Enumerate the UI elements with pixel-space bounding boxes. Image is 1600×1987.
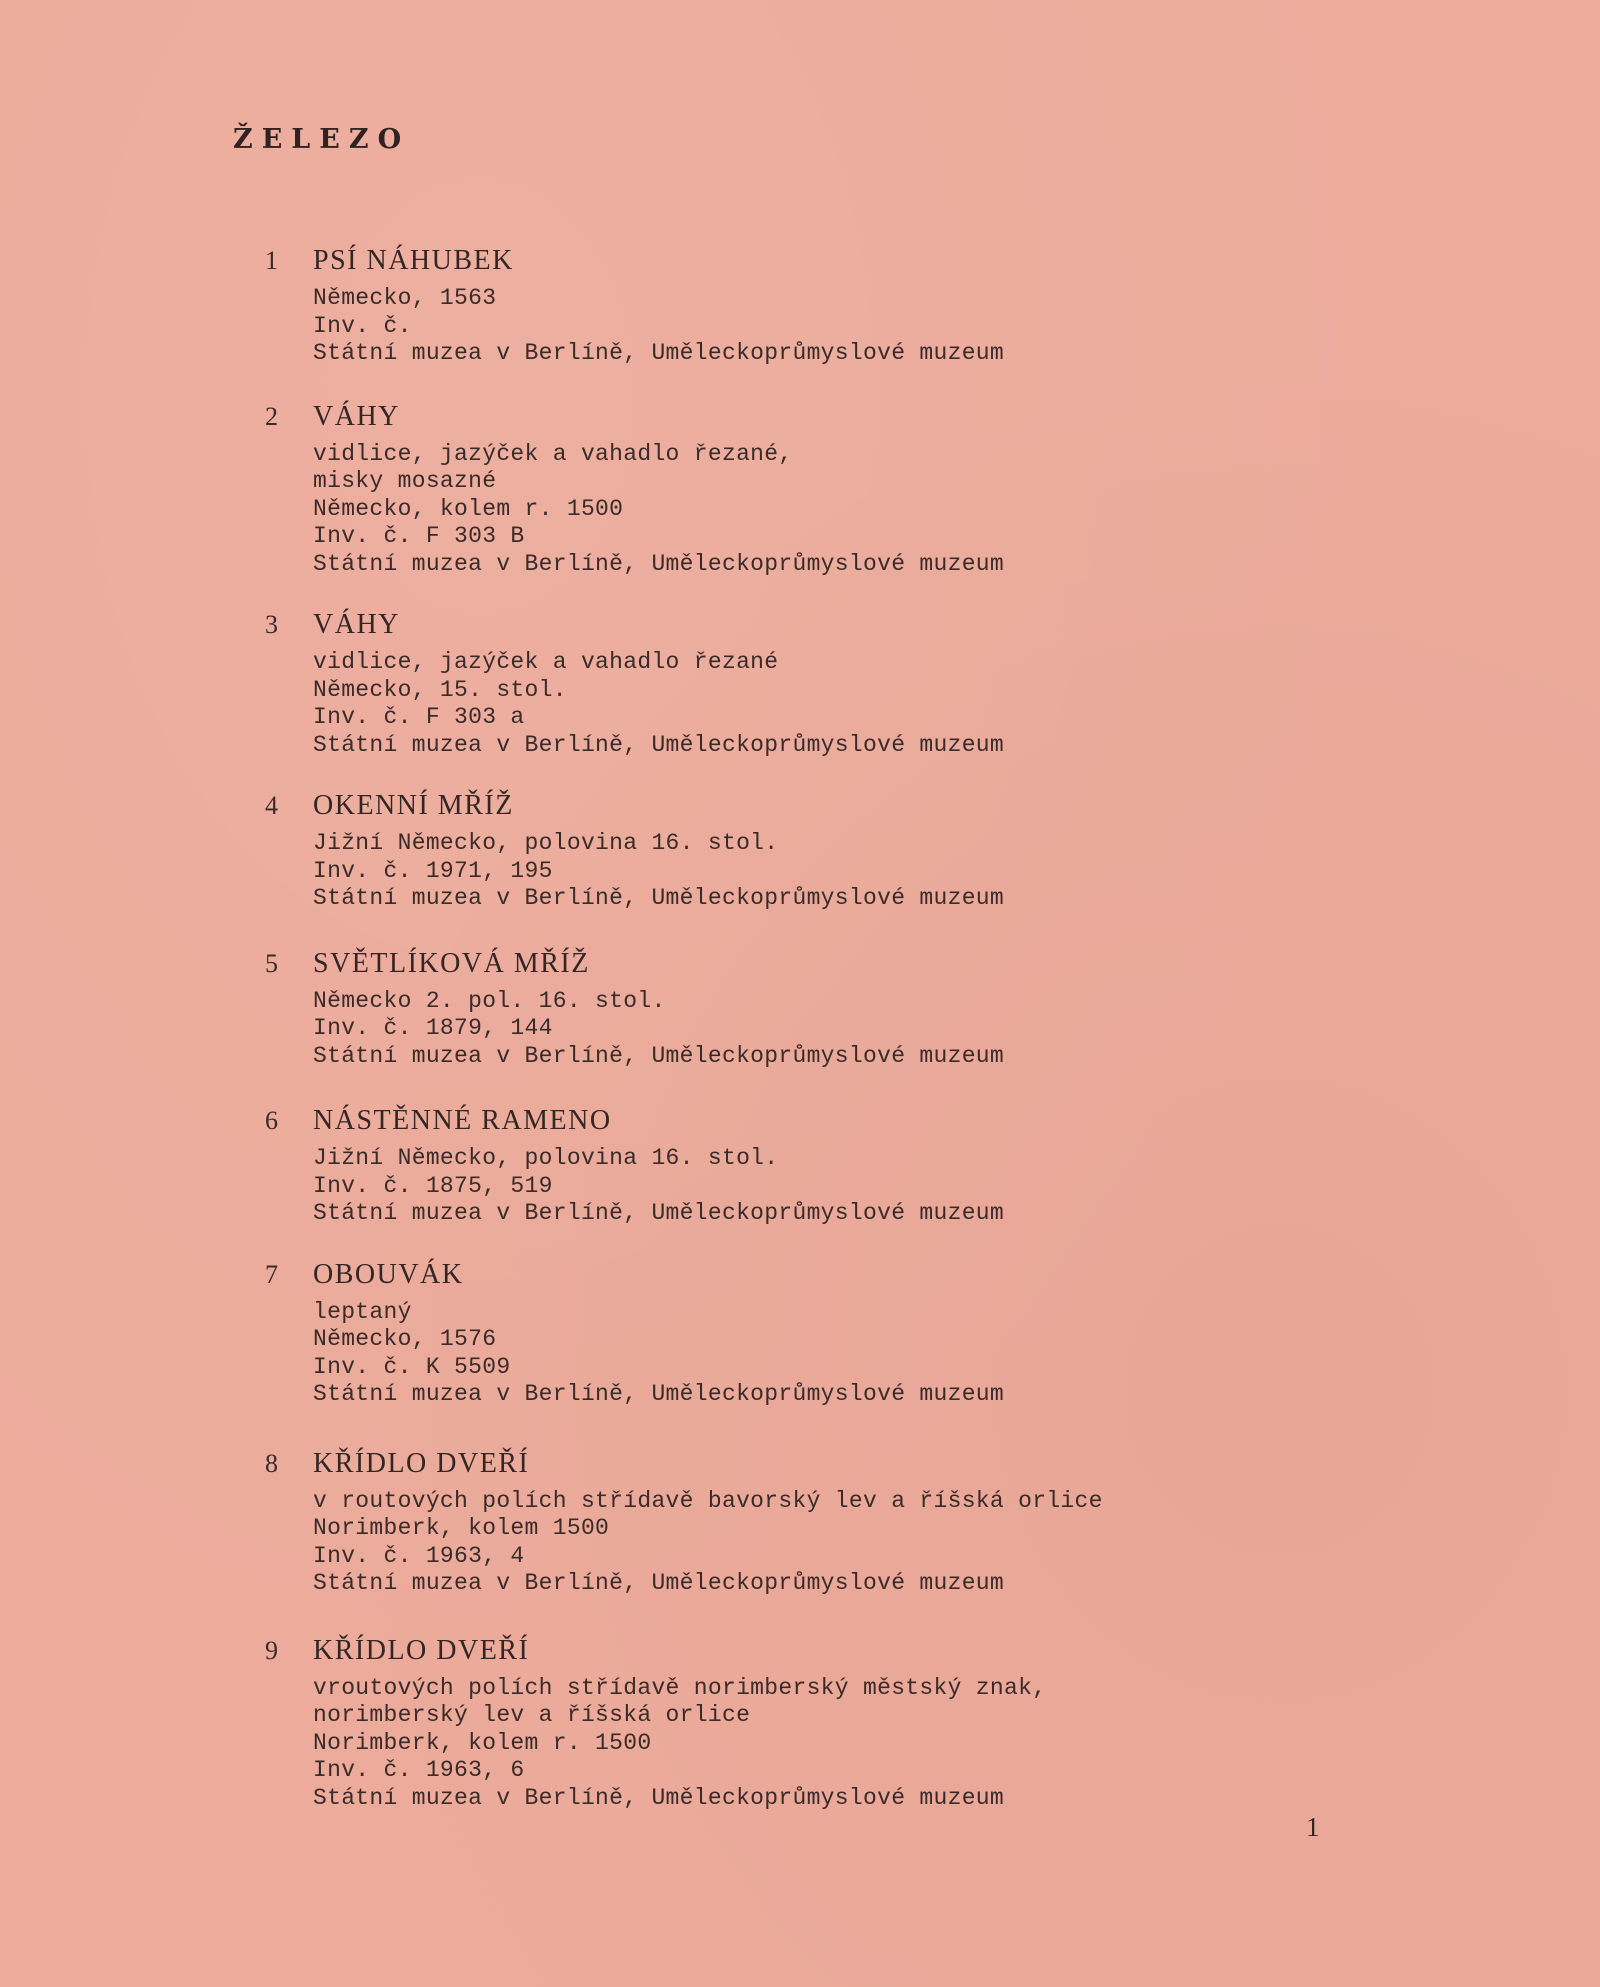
entry-detail-line: Německo, 15. stol. [313,676,567,703]
catalog-entry [255,1102,1435,1228]
page-number: 1 [1306,1812,1320,1842]
entry-detail-line: misky mosazné [313,468,497,494]
entry-detail-line: leptaný [313,1298,412,1325]
catalog-entry [255,242,1435,368]
entry-detail-line: Státní muzea v Berlíně, Uměleckoprůmyslové muzeum [313,1200,1005,1226]
entry-detail-line: Německo, kolem r. 1500 [313,495,624,522]
entry-number: 6 [265,1106,278,1135]
entry-title: VÁHY [313,609,400,640]
entry-title: OBOUVÁK [313,1258,464,1290]
entry-detail-line: Německo 2. pol. 16. stol. [313,987,666,1014]
entry-detail-line: Státní muzea v Berlíně, Uměleckoprůmyslové muzeum [313,1784,1005,1811]
entry-detail-line: Jižní Německo, polovina 16. stol. [313,1145,779,1171]
entry-detail-line: Norimberk, kolem 1500 [313,1515,610,1541]
entry-detail-line: Inv. č. [313,312,412,339]
entry-number: 7 [265,1259,278,1289]
entry-detail-line: v routových polích střídavě bavorský lev a říšská orlice [313,1487,1103,1514]
entry-title: VÁHY [313,400,400,432]
entry-detail-line: Německo, 1576 [313,1326,497,1352]
catalog-entry [255,606,1435,759]
entry-number: 9 [265,1635,278,1665]
catalog-entry [255,945,1435,1071]
catalog-entry [255,1445,1435,1598]
entry-detail-line: norimberský lev a říšská orlice [313,1702,751,1728]
entry-detail-line: Inv. č. 1875, 519 [313,1172,553,1199]
entry-detail-line: Inv. č. 1963, 6 [313,1757,525,1783]
entry-number: 2 [265,401,278,431]
entry-detail-line: vidlice, jazýček a vahadlo řezané [313,649,779,675]
entry-detail-line: Státní muzea v Berlíně, Uměleckoprůmyslové muzeum [313,1570,1005,1596]
entry-detail-line: Inv. č. 1971, 195 [313,857,553,884]
entry-number: 4 [265,791,278,820]
entry-number: 3 [265,610,278,639]
entry-title: OKENNÍ MŘÍŽ [313,790,514,821]
catalog-list [255,212,1435,1812]
catalog-entry [255,787,1435,913]
catalog-entry [255,1256,1435,1409]
entry-number: 1 [265,246,278,275]
entry-detail-line: Inv. č. F 303 B [313,523,525,549]
entry-detail-line: Jižní Německo, polovina 16. stol. [313,830,779,856]
entry-detail-line: Německo, 1563 [313,285,497,311]
entry-detail-line: Inv. č. F 303 a [313,704,525,730]
catalog-entry [255,1632,1435,1813]
entry-detail-line: Inv. č. 1963, 4 [313,1542,525,1569]
entry-title: KŘÍDLO DVEŘÍ [313,1447,530,1479]
entry-detail-line: vidlice, jazýček a vahadlo řezané, [313,440,793,467]
entry-detail-line: Státní muzea v Berlíně, Uměleckoprůmyslové muzeum [313,1381,1005,1407]
entry-detail-line: Státní muzea v Berlíně, Uměleckoprůmyslové muzeum [313,885,1005,911]
entry-title: PSÍ NÁHUBEK [313,245,514,276]
entry-number: 5 [265,948,278,978]
entry-detail-line: Inv. č. K 5509 [313,1353,511,1380]
entry-title: SVĚTLÍKOVÁ MŘÍŽ [313,947,590,979]
entry-detail-line: Státní muzea v Berlíně, Uměleckoprůmyslové muzeum [313,731,1005,758]
entry-detail-line: Státní muzea v Berlíně, Uměleckoprůmyslové muzeum [313,550,1005,577]
entry-detail-line: Inv. č. 1879, 144 [313,1015,553,1041]
entry-title: KŘÍDLO DVEŘÍ [313,1634,530,1666]
catalog-entry [255,398,1435,579]
entry-number: 8 [265,1448,278,1478]
entry-detail-line: Norimberk, kolem r. 1500 [313,1729,652,1756]
entry-detail-line: vroutových polích střídavě norimberský městský znak, [313,1674,1047,1701]
section-title: ŽELEZO [233,124,411,155]
entry-detail-line: Státní muzea v Berlíně, Uměleckoprůmyslové muzeum [313,340,1005,366]
entry-title: NÁSTĚNNÉ RAMENO [313,1105,612,1136]
entry-detail-line: Státní muzea v Berlíně, Uměleckoprůmyslové muzeum [313,1042,1005,1069]
